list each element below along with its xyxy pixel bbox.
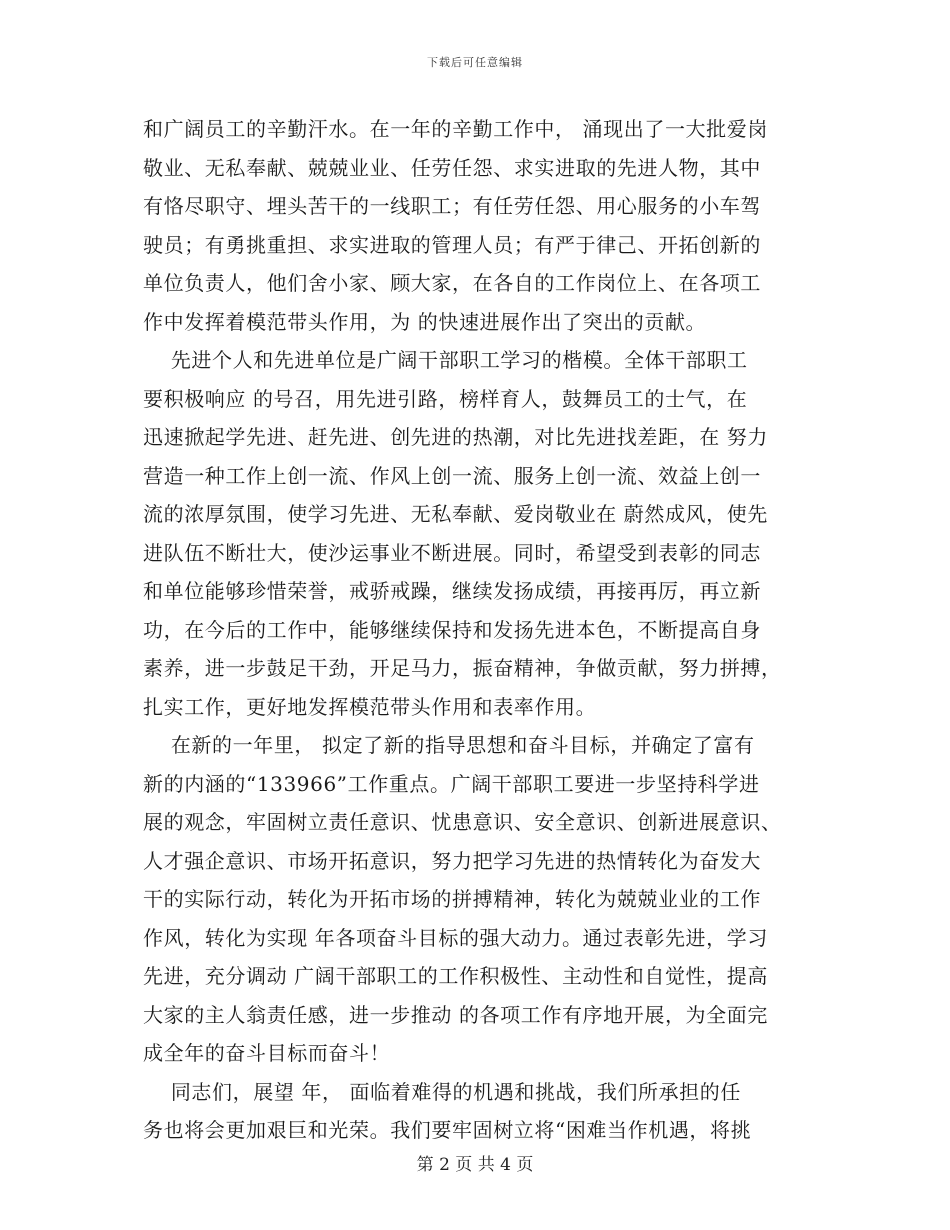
text-line: 迅速掀起学先进、赶先进、创先进的热潮，对比先进找差距，在 努力 xyxy=(143,425,768,449)
text-line: 成全年的奋斗目标而奋斗！ xyxy=(143,1041,391,1065)
text-line: 先进个人和先进单位是广阔干部职工学习的楷模。全体干部职工 xyxy=(143,348,748,372)
text-line: 大家的主人翁责任感，进一步推动 的各项工作有序地开展，为全面完 xyxy=(143,1002,768,1027)
text-line: 敬业、无私奉献、兢兢业业、任劳任怨、求实进取的先进人物，其中 xyxy=(143,155,761,180)
page-header: 下载后可任意编辑 xyxy=(427,56,523,69)
text-line: 和单位能够珍惜荣誉，戒骄戒躁，继续发扬成绩，再接再厉，再立新 xyxy=(143,579,761,603)
text-line: 作风，转化为实现 年各项奋斗目标的强大动力。通过表彰先进，学习 xyxy=(143,925,768,950)
text-line: 作中发挥着模范带头作用，为 的快速进展作出了突出的贡献。 xyxy=(143,309,707,334)
text-line: 有恪尽职守、埋头苦干的一线职工；有任劳任怨、用心服务的小车驾 xyxy=(143,194,761,218)
text-line: 驶员；有勇挑重担、求实进取的管理人员；有严于律己、开拓创新的 xyxy=(143,232,761,257)
text-line: 进队伍不断壮大，使沙运事业不断进展。同时，希望受到表彰的同志 xyxy=(143,540,761,565)
text-line: 人才强企意识、市场开拓意识，努力把学习先进的热情转化为奋发大 xyxy=(143,848,761,873)
text-line: 营造一种工作上创一流、作风上创一流、服务上创一流、效益上创一 xyxy=(143,463,761,488)
text-line: 扎实工作，更好地发挥模范带头作用和表率作用。 xyxy=(143,694,597,719)
text-line: 同志们，展望 年， 面临着难得的机遇和挑战，我们所承担的任 xyxy=(143,1079,741,1104)
text-line: 在新的一年里， 拟定了新的指导思想和奋斗目标，并确定了富有 xyxy=(143,733,755,757)
text-line: 单位负责人，他们舍小家、顾大家，在各自的工作岗位上、在各项工 xyxy=(143,271,761,295)
text-line: 流的浓厚氛围，使学习先进、无私奉献、爱岗敬业在 蔚然成风，使先 xyxy=(143,502,768,526)
text-line: 和广阔员工的辛勤汗水。在一年的辛勤工作中， 涌现出了一大批爱岗 xyxy=(143,117,768,141)
text-line: 素养，进一步鼓足干劲，开足马力，振奋精神，争做贡献，努力拼搏， xyxy=(143,656,782,680)
text-line: 展的观念，牢固树立责任意识、忧患意识、安全意识、创新进展意识、 xyxy=(143,810,782,834)
text-line: 功，在今后的工作中，能够继续保持和发扬先进本色，不断提高自身 xyxy=(143,617,761,642)
text-line: 新的内涵的“133966”工作重点。广阔干部职工要进一步坚持科学进 xyxy=(143,771,760,796)
document-body xyxy=(143,110,803,1150)
page-number: 第 2 页 共 4 页 xyxy=(416,1155,534,1175)
text-line: 先进，充分调动 广阔干部职工的工作积极性、主动性和自觉性，提高 xyxy=(143,964,768,988)
text-line: 务也将会更加艰巨和光荣。我们要牢固树立将“困难当作机遇，将挑 xyxy=(143,1118,752,1142)
text-line: 要积极响应 的号召，用先进引路，榜样育人，鼓舞员工的士气，在 xyxy=(143,386,748,411)
text-line: 干的实际行动，转化为开拓市场的拼搏精神，转化为兢兢业业的工作 xyxy=(143,887,761,911)
